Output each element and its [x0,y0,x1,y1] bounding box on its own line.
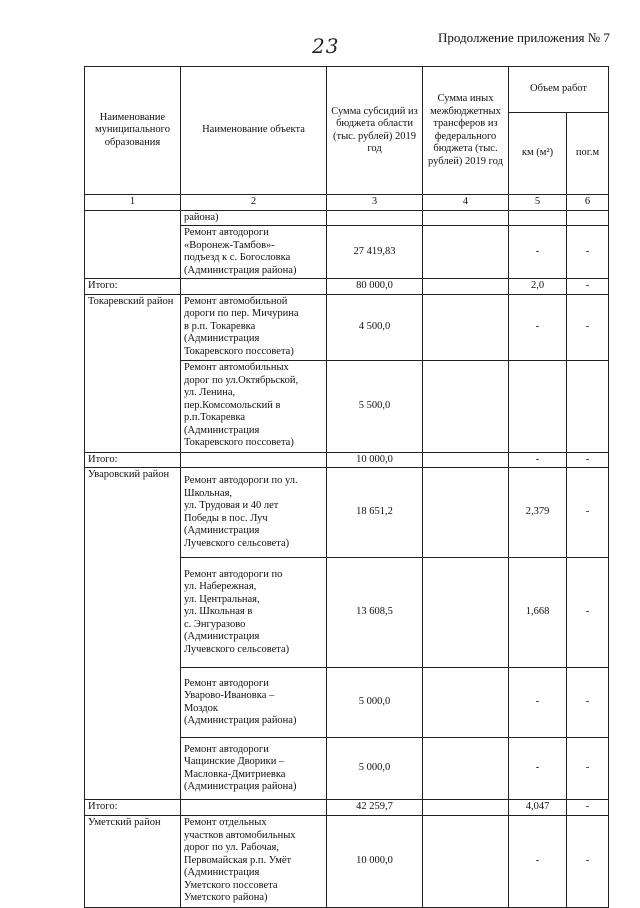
federal-cell [423,815,509,907]
object-cell: Ремонт автодороги «Воронеж-Тамбов»- подъезд к с. Богословка (Администрация района) [181,226,327,279]
linear-m-cell: - [567,226,609,279]
total-row [85,452,609,468]
federal-cell [423,226,509,279]
subsidy-cell: 5 000,0 [327,668,423,738]
km-cell: 1,668 [509,558,567,668]
municipality-cell [85,210,181,279]
subsidy-cell: 10 000,0 [327,815,423,907]
header-object: Наименование объекта [181,67,327,195]
column-number: 5 [509,195,567,211]
header-work-volume: Объем работ [509,67,609,113]
total-subsidy: 80 000,0 [327,279,423,295]
subsidy-cell [327,210,423,226]
municipality-cell: Уметский район [85,815,181,907]
object-cell: Ремонт автодороги Чащинские Дворики – Масловка-Дмитриевка (Администрация района) [181,738,327,800]
object-cell: Ремонт автодороги Уварово-Ивановка – Моздок (Администрация района) [181,668,327,738]
total-label: Итого: [85,452,181,468]
total-subsidy: 10 000,0 [327,452,423,468]
table-row [85,815,609,907]
handwritten-page-number: 23 [312,34,340,58]
header-linear-m: пог.м [567,113,609,195]
object-cell: Ремонт автодороги по ул. Школьная, ул. Трудовая и 40 лет Победы в пос. Луч (Администрация Лучевского сельсовета) [181,468,327,558]
federal-cell [423,558,509,668]
table-row [85,294,609,360]
column-number-row [85,195,609,211]
municipality-cell: Уваровский район [85,468,181,800]
appendix-table [84,66,609,908]
federal-cell [423,738,509,800]
table-row [85,468,609,558]
column-number: 2 [181,195,327,211]
linear-m-cell: - [567,558,609,668]
object-cell: Ремонт отдельных участков автомобильных дорог по ул. Рабочая, Первомайская р.п. Умёт (Администрация Уметского поссовета Уметского района) [181,815,327,907]
total-km: - [509,452,567,468]
km-cell: 2,379 [509,468,567,558]
municipality-cell: Токаревский район [85,294,181,452]
total-label: Итого: [85,800,181,816]
subsidy-cell: 13 608,5 [327,558,423,668]
linear-m-cell [567,360,609,452]
linear-m-cell: - [567,668,609,738]
federal-cell [423,360,509,452]
subsidy-cell: 5 500,0 [327,360,423,452]
total-linear-m: - [567,452,609,468]
object-cell: Ремонт автодороги по ул. Набережная, ул. Центральная, ул. Школьная в с. Энгуразово (Администрация Лучевского сельсовета) [181,558,327,668]
federal-cell [423,668,509,738]
km-cell [509,210,567,226]
km-cell: - [509,226,567,279]
total-linear-m: - [567,279,609,295]
column-number: 1 [85,195,181,211]
km-cell: - [509,738,567,800]
federal-cell [423,210,509,226]
km-cell: - [509,668,567,738]
linear-m-cell: - [567,738,609,800]
column-number: 6 [567,195,609,211]
header-subsidy-sum: Сумма субсидий из бюджета области (тыс. рублей) 2019 год [327,67,423,195]
subsidy-cell: 18 651,2 [327,468,423,558]
linear-m-cell: - [567,468,609,558]
object-cell: Ремонт автомобильной дороги по пер. Мичурина в р.п. Токаревка (Администрация Токаревского поссовета) [181,294,327,360]
table-row [85,210,609,226]
header-municipality: Наименование муниципального образования [85,67,181,195]
subsidy-cell: 4 500,0 [327,294,423,360]
column-number: 3 [327,195,423,211]
total-km: 4,047 [509,800,567,816]
total-row [85,279,609,295]
column-number: 4 [423,195,509,211]
total-row [85,800,609,816]
object-cell: района) [181,210,327,226]
km-cell: - [509,294,567,360]
federal-cell [423,294,509,360]
total-linear-m: - [567,800,609,816]
linear-m-cell [567,210,609,226]
federal-cell [423,468,509,558]
total-km: 2,0 [509,279,567,295]
object-cell: Ремонт автомобильных дорог по ул.Октябрьской, ул. Ленина, пер.Комсомольский в р.п.Токаревка (Администрация Токаревского поссовета) [181,360,327,452]
continuation-label: Продолжение приложения № 7 [438,30,610,45]
subsidy-cell: 27 419,83 [327,226,423,279]
total-label: Итого: [85,279,181,295]
header-federal-transfers: Сумма иных межбюджетных трансферов из федерального бюджета (тыс. рублей) 2019 год [423,67,509,195]
km-cell: - [509,815,567,907]
linear-m-cell: - [567,294,609,360]
subsidy-cell: 5 000,0 [327,738,423,800]
km-cell [509,360,567,452]
header-km: км (м²) [509,113,567,195]
total-subsidy: 42 259,7 [327,800,423,816]
linear-m-cell: - [567,815,609,907]
